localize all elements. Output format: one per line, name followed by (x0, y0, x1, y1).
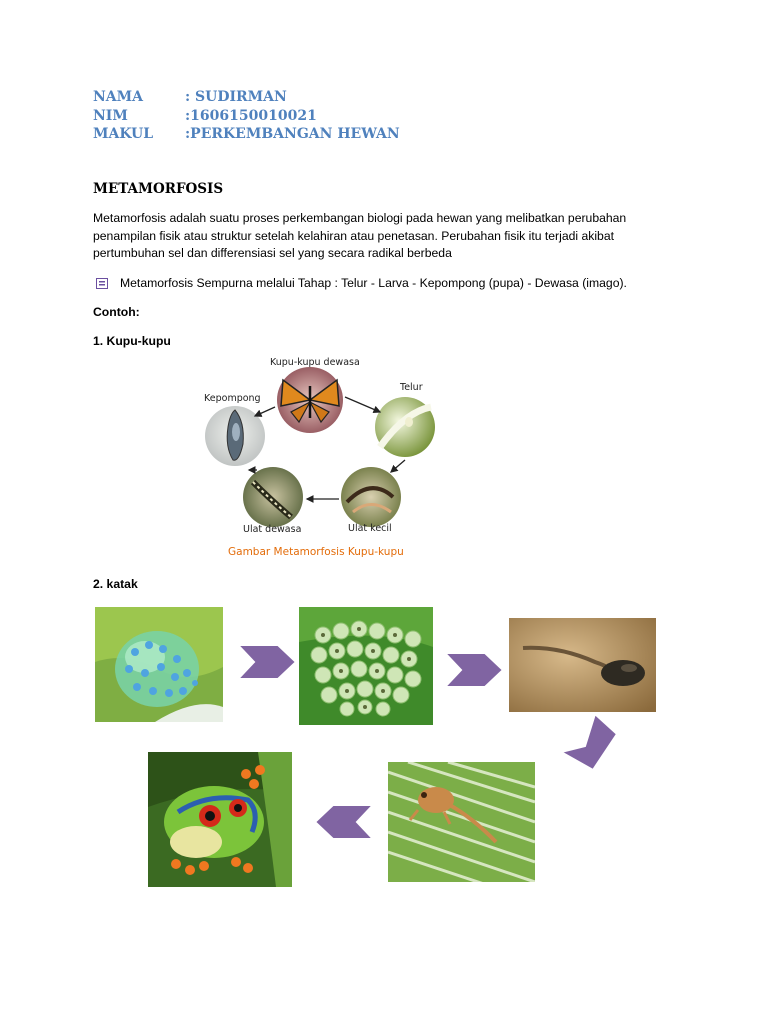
arrow-right-1 (236, 641, 298, 683)
label-small-larva: Ulat kecil (348, 523, 392, 534)
butterfly-heading: 1. Kupu-kupu (93, 334, 171, 348)
frog-egg-single-photo (95, 607, 223, 722)
stage-small-larva-image (341, 467, 401, 527)
info-value: : SUDIRMAN (185, 89, 287, 105)
info-value: :PERKEMBANGAN HEWAN (185, 126, 400, 142)
frog-egg-cluster-photo (299, 607, 433, 725)
label-egg: Telur (400, 382, 423, 393)
butterfly-cycle-diagram (195, 352, 445, 564)
stage-big-larva-image (243, 467, 303, 527)
bullet-item (96, 276, 627, 290)
document-title: METAMORFOSIS (93, 181, 224, 197)
label-adult: Kupu-kupu dewasa (270, 357, 360, 368)
butterfly-caption: Gambar Metamorfosis Kupu-kupu (228, 546, 404, 558)
label-pupa: Kepompong (204, 393, 261, 404)
label-big-larva: Ulat dewasa (243, 524, 302, 535)
stage-adult-image (277, 367, 343, 433)
contoh-label: Contoh: (93, 305, 140, 319)
info-key: MAKUL (93, 126, 154, 142)
young-frog-photo (388, 762, 535, 882)
adult-frog-photo (148, 752, 292, 887)
bullet-text: Metamorfosis Sempurna melalui Tahap : Telur - Larva - Kepompong (pupa) - Dewasa (imago). (120, 276, 627, 290)
frog-heading: 2. katak (93, 577, 138, 591)
stage-egg-image (375, 397, 435, 457)
info-key: NIM (93, 108, 128, 124)
arrow-right-2 (443, 649, 505, 691)
info-key: NAMA (93, 89, 144, 105)
info-value: :1606150010021 (185, 108, 317, 124)
arrow-down-left (555, 712, 619, 774)
definition-paragraph: Metamorfosis adalah suatu proses perkembangan biologi pada hewan yang melibatkan perubahan penampilan fisik atau struktur setelah kelahiran atau penetasan. Perubahan fisik itu terjadi akibat pertumbuhan sel dan differensiasi sel yang secara radikal berbeda (93, 211, 627, 260)
bullet-icon (96, 278, 108, 289)
arrow-left (313, 801, 375, 843)
tadpole-photo (509, 618, 656, 712)
